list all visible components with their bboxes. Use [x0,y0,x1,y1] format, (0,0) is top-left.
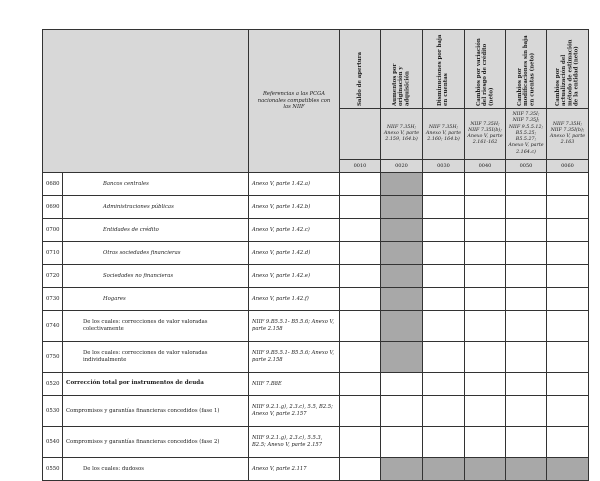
row-reference: Anexo V, parte 1.42.f) [249,288,340,311]
value-cell[interactable] [547,219,589,242]
row-label: Sociedades no financieras [63,265,249,288]
value-cell[interactable] [547,396,589,427]
column-reference [340,109,381,160]
shaded-cell [381,311,423,342]
row-code: 0710 [43,242,63,265]
table-body [43,173,589,481]
value-cell[interactable] [465,311,506,342]
row-code: 0520 [43,373,63,396]
table-row [43,265,589,288]
value-cell[interactable] [423,265,465,288]
column-code: 0060 [547,160,589,173]
value-cell[interactable] [465,373,506,396]
row-code: 0550 [43,458,63,481]
column-reference: NIIF 7.35H; NIIF 7.35I(b); Anexo V, parte 2.163 [547,109,589,160]
value-cell[interactable] [340,219,381,242]
column-code: 0020 [381,160,423,173]
value-cell[interactable] [423,173,465,196]
value-cell[interactable] [506,219,547,242]
value-cell[interactable] [423,219,465,242]
value-cell[interactable] [340,458,381,481]
value-cell[interactable] [506,311,547,342]
value-cell[interactable] [340,288,381,311]
row-reference: NIIF 9.2.1.g), 2.3.c), 5.5, B2.5; Anexo V, parte 2.157 [249,396,340,427]
row-label: Compromisos y garantías financieras concedidos (fase 2) [63,427,249,458]
value-cell[interactable] [423,342,465,373]
column-reference: NIIF 7.35H; Anexo V, parte 2.160; 164.b) [423,109,465,160]
column-header-0010 [340,30,381,109]
shaded-cell [381,219,423,242]
row-reference: Anexo V, parte 1.42.c) [249,219,340,242]
table-row [43,288,589,311]
row-reference: Anexo V, parte 1.42.b) [249,196,340,219]
value-cell[interactable] [506,342,547,373]
column-reference: NIIF 7.35I; NIIF 7.35J; NIIF 9.5.5.12; B5.5.25; B5.5.27; Anexo V, parte 2.164.c) [506,109,547,160]
row-reference: Anexo V, parte 1.42.d) [249,242,340,265]
value-cell[interactable] [340,373,381,396]
row-reference: NIIF 7.B8E [249,373,340,396]
value-cell[interactable] [465,242,506,265]
value-cell[interactable] [506,396,547,427]
value-cell[interactable] [547,265,589,288]
shaded-cell [381,196,423,219]
table-row [43,242,589,265]
row-code: 0700 [43,219,63,242]
row-label: Entidades de crédito [63,219,249,242]
value-cell[interactable] [506,242,547,265]
shaded-cell [381,288,423,311]
shaded-cell [547,458,589,481]
value-cell[interactable] [340,242,381,265]
row-reference: NIIF 9.2.1.g), 2.3.c), 5.5.3, B2.5; Anexo V, parte 2.157 [249,427,340,458]
table-row [43,373,589,396]
value-cell[interactable] [465,427,506,458]
column-header-0030 [423,30,465,109]
row-code: 0740 [43,311,63,342]
column-header-0050 [506,30,547,109]
row-code: 0730 [43,288,63,311]
value-cell[interactable] [465,288,506,311]
column-code: 0010 [340,160,381,173]
table-row [43,342,589,373]
row-code: 0750 [43,342,63,373]
row-reference: Anexo V, parte 1.42.e) [249,265,340,288]
value-cell[interactable] [465,342,506,373]
table-row [43,173,589,196]
shaded-cell [381,265,423,288]
column-code: 0050 [506,160,547,173]
shaded-cell [381,173,423,196]
column-reference: NIIF 7.35H; Anexo V, parte 2.159, 164.b) [381,109,423,160]
shaded-cell [506,458,547,481]
column-title: Aumentos por originación y adquisición [392,63,411,106]
value-cell[interactable] [423,396,465,427]
row-label: Corrección total por instrumentos de deuda [63,373,249,396]
shaded-cell [423,458,465,481]
table-row [43,311,589,342]
row-label: De los cuales: correcciones de valor valoradas colectivamente [63,311,249,342]
column-title: Cambios por modificaciones sin baja en cuentas (neto) [516,35,536,106]
row-label: Hogares [63,288,249,311]
value-cell[interactable] [547,173,589,196]
row-code: 0530 [43,396,63,427]
column-title: Saldo de apertura [356,51,363,106]
table-row [43,196,589,219]
column-header-0020 [381,30,423,109]
value-cell[interactable] [506,265,547,288]
value-cell[interactable] [547,342,589,373]
row-label: Compromisos y garantías financieras concedidos (fase 1) [63,396,249,427]
value-cell[interactable] [423,311,465,342]
value-cell[interactable] [423,427,465,458]
row-code: 0540 [43,427,63,458]
row-reference: Anexo V, parte 1.42.a) [249,173,340,196]
value-cell[interactable] [506,427,547,458]
column-title: Cambios por variación del riesgo de crédito (neto) [475,38,495,106]
row-code: 0690 [43,196,63,219]
shaded-cell [381,342,423,373]
value-cell[interactable] [340,311,381,342]
row-label: Administraciones públicas [63,196,249,219]
column-title: Disminuciones por baja en cuentas [437,34,450,106]
value-cell[interactable] [465,196,506,219]
table-row [43,427,589,458]
row-reference: Anexo V, parte 2.117 [249,458,340,481]
value-cell[interactable] [423,196,465,219]
shaded-cell [381,242,423,265]
row-label: Bancos centrales [63,173,249,196]
row-reference: NIIF 9.B5.5.1- B5.5.6; Anexo V, parte 2.158 [249,311,340,342]
value-cell[interactable] [547,373,589,396]
column-code: 0040 [465,160,506,173]
row-code: 0720 [43,265,63,288]
value-cell[interactable] [340,342,381,373]
value-cell[interactable] [423,242,465,265]
value-cell[interactable] [547,427,589,458]
value-cell[interactable] [340,265,381,288]
value-cell[interactable] [423,288,465,311]
value-cell[interactable] [547,196,589,219]
value-cell[interactable] [423,373,465,396]
row-label: Otras sociedades financieras [63,242,249,265]
value-cell[interactable] [465,173,506,196]
value-cell[interactable] [506,288,547,311]
value-cell[interactable] [381,427,423,458]
value-cell[interactable] [381,396,423,427]
value-cell[interactable] [381,373,423,396]
value-cell[interactable] [547,311,589,342]
value-cell[interactable] [547,242,589,265]
references-column-header: Referencias a las PCGA nacionales compatibles con las NIIF [249,30,340,173]
row-label: De los cuales: correcciones de valor valoradas individualmente [63,342,249,373]
value-cell[interactable] [506,373,547,396]
column-header-0040 [465,30,506,109]
table-row [43,396,589,427]
value-cell[interactable] [465,396,506,427]
value-cell[interactable] [340,396,381,427]
header-blank-cell [43,30,249,173]
column-code: 0030 [423,160,465,173]
value-cell[interactable] [340,196,381,219]
value-cell[interactable] [506,196,547,219]
provisions-table [42,29,589,481]
row-code: 0680 [43,173,63,196]
column-title: Cambios por actualización del método de estimación de la entidad (neto) [555,39,580,106]
value-cell[interactable] [340,173,381,196]
value-cell[interactable] [465,265,506,288]
value-cell[interactable] [340,427,381,458]
shaded-cell [381,458,423,481]
row-label: De los cuales: dudosos [63,458,249,481]
value-cell[interactable] [465,219,506,242]
column-header-0060 [547,30,589,109]
shaded-cell [465,458,506,481]
column-reference: NIIF 7.35H; NIIF 7.35I(b); Anexo V, parte 2.161-162 [465,109,506,160]
table-row [43,458,589,481]
row-reference: NIIF 9.B5.5.1- B5.5.6; Anexo V, parte 2.158 [249,342,340,373]
value-cell[interactable] [547,288,589,311]
value-cell[interactable] [506,173,547,196]
table-row [43,219,589,242]
